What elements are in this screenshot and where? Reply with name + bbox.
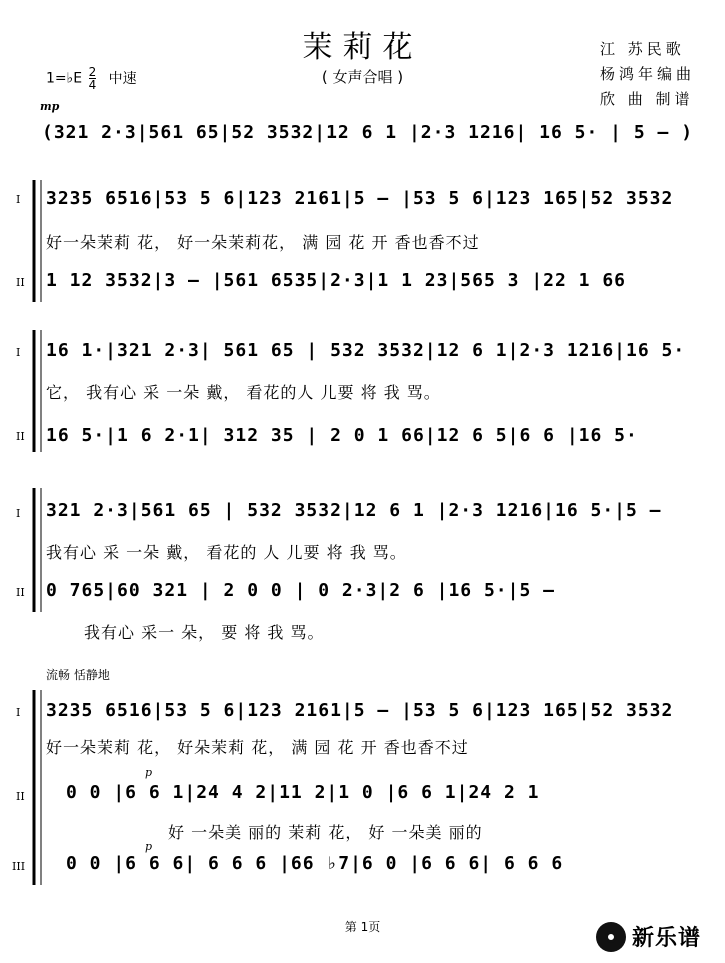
part-label: II: [16, 430, 25, 443]
score-title: 茉莉花: [302, 30, 423, 65]
staff-notes: 16 1·|321 2·3| 561 65 | 532 3532|12 6 1|2·3 1216|16 5·: [46, 340, 686, 361]
key-letter: E: [73, 70, 83, 87]
staff-lyrics: 我有心 采 一朵 戴， 看花的 人 儿要 将 我 骂。: [46, 543, 407, 562]
staff-lyrics: 我有心 采一 朵， 要 将 我 骂。: [84, 623, 325, 642]
staff-notes: 0 0 |6 6 1|24 4 2|11 2|1 0 |6 6 1|24 2 1: [66, 782, 540, 803]
dynamic-marking: p: [145, 840, 153, 853]
dynamic-marking: mp: [40, 100, 60, 113]
staff-notes: 321 2·3|561 65 | 532 3532|12 6 1 |2·3 1216|16 5·|5 —: [46, 500, 662, 521]
part-label: I: [16, 346, 21, 359]
credit-arranger: 杨鸿年编曲: [600, 65, 696, 83]
staff-lyrics: 它， 我有心 采 一朵 戴， 看花的人 儿要 将 我 骂。: [46, 383, 441, 402]
credit-origin: 江 苏民歌: [600, 40, 685, 58]
tempo-marking: 中速: [108, 70, 137, 87]
part-label: III: [12, 860, 26, 873]
staff-notes: 16 5·|1 6 2·1| 312 35 | 2 0 1 66|12 6 5|6 6 |16 5·: [46, 425, 638, 446]
staff-lyrics: 好 一朵美 丽的 茉莉 花， 好 一朵美 丽的: [168, 823, 483, 842]
meter-bottom: 4: [88, 78, 97, 92]
part-label: II: [16, 586, 25, 599]
page-number: 第 1页: [344, 920, 381, 934]
expression-marking: 流畅 恬静地: [46, 668, 110, 682]
meter-top: 2: [88, 65, 97, 79]
staff-notes: 3235 6516|53 5 6|123 2161|5 — |53 5 6|123 165|52 3532: [46, 188, 674, 209]
staff-notes: 0 0 |6 6 6| 6 6 6 |66 ♭7|6 0 |6 6 6| 6 6 6: [66, 853, 564, 874]
staff-lyrics: 好一朵茉莉 花， 好一朵茉莉花， 满 园 花 开 香也香不过: [46, 233, 480, 252]
site-logo: [596, 921, 701, 952]
part-label: I: [16, 193, 21, 206]
part-label: I: [16, 507, 21, 520]
part-label: II: [16, 790, 25, 803]
staff-lyrics: 好一朵茉莉 花， 好朵茉莉 花， 满 园 花 开 香也香不过: [46, 738, 469, 757]
staff-notes: 3235 6516|53 5 6|123 2161|5 — |53 5 6|123 165|52 3532: [46, 700, 674, 721]
score-subtitle: ( 女声合唱 ): [321, 68, 404, 86]
logo-text: 新乐谱: [632, 926, 702, 951]
intro-notes: (321 2·3|561 65|52 3532|12 6 1 |2·3 1216| 16 5· | 5 — ): [42, 122, 694, 143]
dynamic-marking: p: [145, 766, 153, 779]
key-label: 1=: [46, 70, 67, 87]
record-disc-icon: [596, 922, 626, 952]
part-label: I: [16, 706, 21, 719]
credit-transcriber: 欣 曲 制谱: [600, 90, 694, 108]
part-label: II: [16, 276, 25, 289]
staff-notes: 0 765|60 321 | 2 0 0 | 0 2·3|2 6 |16 5·|5 —: [46, 580, 555, 601]
staff-notes: 1 12 3532|3 — |561 6535|2·3|1 1 23|565 3 |22 1 66: [46, 270, 627, 291]
flat-sign: ♭: [66, 70, 74, 87]
